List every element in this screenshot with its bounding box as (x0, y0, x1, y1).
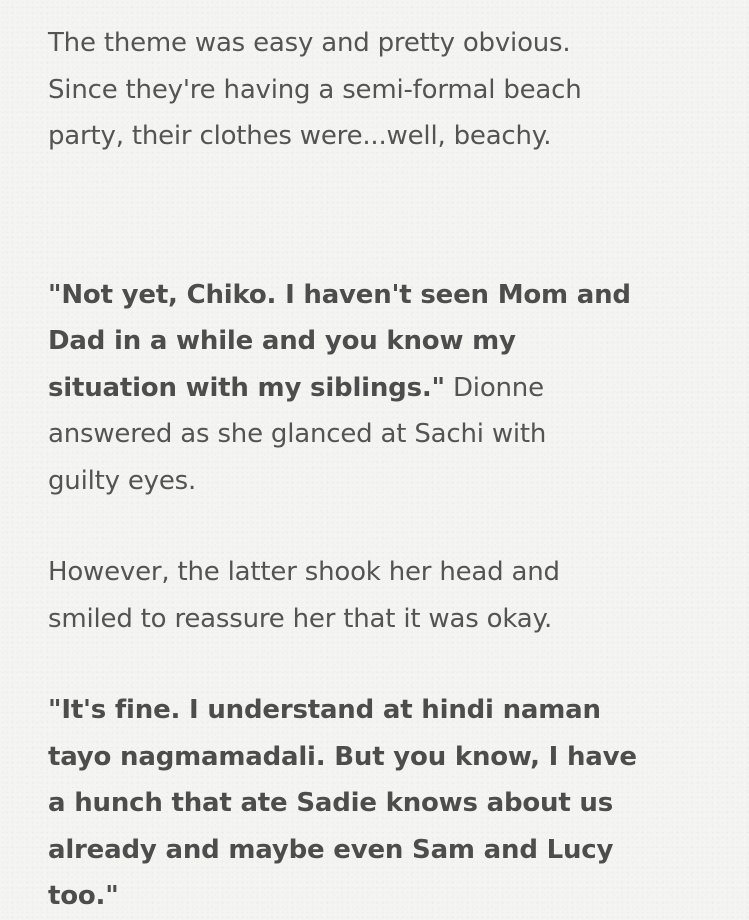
dialogue-line: "It's fine. I understand at hindi naman (48, 695, 601, 725)
dialogue-line: already and maybe even Sam and Lucy (48, 834, 614, 865)
paragraph-reassure (48, 549, 729, 642)
dialogue-line: "Not yet, Chiko. I haven't seen Mom and (48, 279, 631, 310)
text-line: smiled to reassure her that it was okay. (48, 603, 553, 634)
paragraph-theme (48, 20, 729, 160)
paragraph-dialogue-dionne (48, 272, 729, 505)
text-line: Since they're having a semi-formal beach (48, 74, 582, 105)
dialogue-segment: situation with my siblings." (48, 372, 445, 403)
paragraph-dialogue-sachi (48, 687, 729, 920)
mixed-line (48, 365, 729, 412)
text-line: answered as she glanced at Sachi with (48, 419, 547, 449)
dialogue-line: a hunch that ate Sadie knows about us (48, 788, 614, 818)
text-line: guilty eyes. (48, 465, 197, 496)
text-line: party, their clothes were...well, beachy. (48, 121, 552, 151)
dialogue-line: Dad in a while and you know my (48, 326, 516, 356)
dialogue-line: tayo nagmamadali. But you know, I have (48, 741, 637, 772)
dialogue-line: too." (48, 881, 119, 911)
text-line: However, the latter shook her head and (48, 557, 560, 587)
narration-segment: Dionne (444, 372, 544, 403)
text-line: The theme was easy and pretty obvious. (48, 28, 571, 58)
